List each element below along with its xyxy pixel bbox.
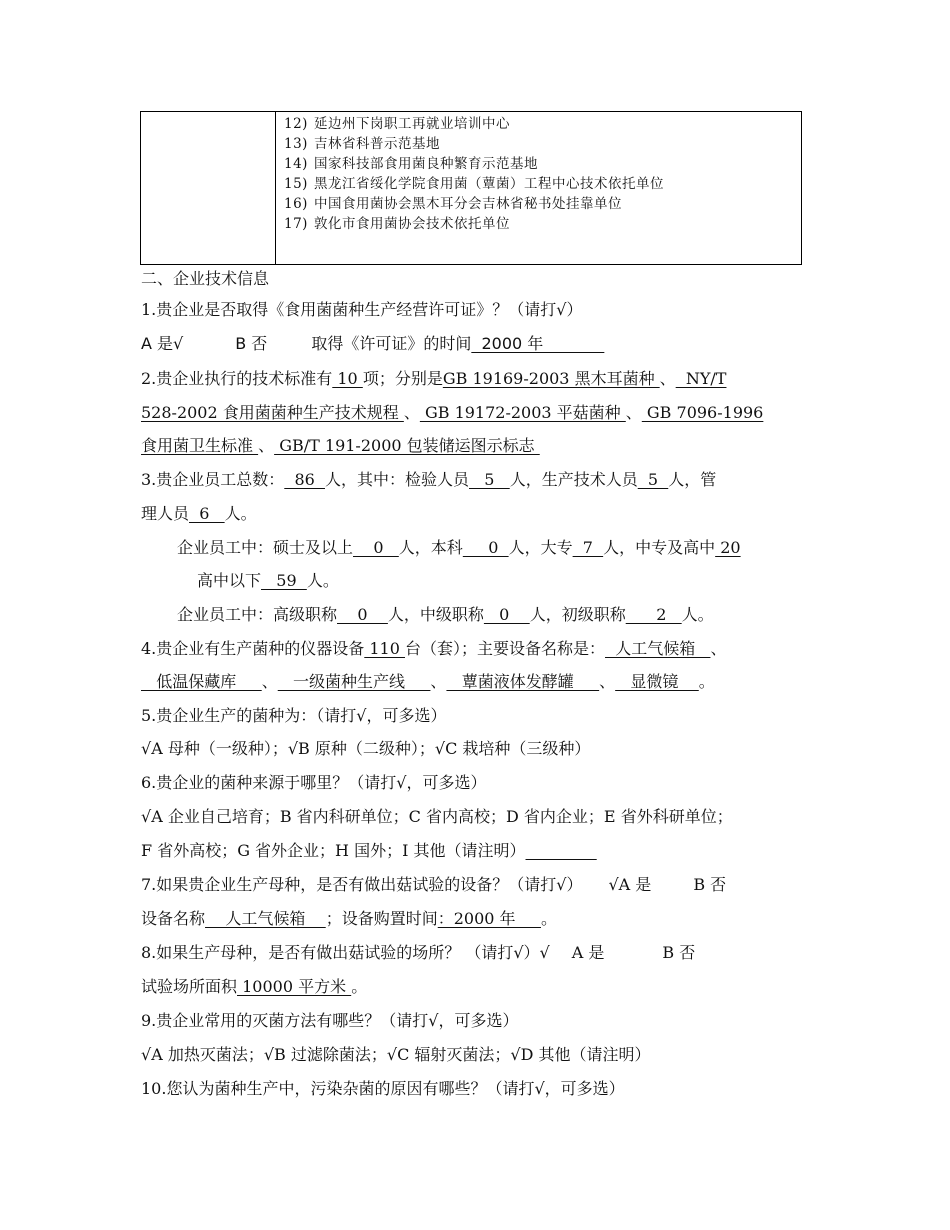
item-number: 13) xyxy=(284,136,308,152)
period: 。 xyxy=(540,909,557,928)
equipment-3: 一级菌种生产线 xyxy=(277,672,431,691)
edu-text: 人，大专 xyxy=(508,538,573,557)
separator: 、 xyxy=(403,403,420,422)
standard-count: 10 xyxy=(332,369,363,388)
q4-mid: 台（套）；主要设备名称是： xyxy=(405,639,606,658)
item-text: 国家科技部食用菌良种繁育示范基地 xyxy=(314,156,538,172)
question-9: 9.贵企业常用的灭菌方法有哪些？（请打√，可多选） xyxy=(141,1011,519,1030)
q4-prefix: 4.贵企业有生产菌种的仪器设备 xyxy=(141,639,365,658)
item-text: 敦化市食用菌协会技术依托单位 xyxy=(314,216,510,232)
separator: 、 xyxy=(258,436,275,455)
standard-4-part-1: GB 7096-1996 xyxy=(641,403,764,422)
q3-text: 理人员 xyxy=(141,504,190,523)
question-2-line-3 xyxy=(141,435,540,457)
item-number: 12) xyxy=(284,116,308,132)
edu-text: 人。 xyxy=(306,571,339,590)
q3-text: 人，其中：检验人员 xyxy=(324,470,469,489)
edu-text: 人，中专及高中 xyxy=(603,538,716,557)
option-a: A 是√ xyxy=(141,334,184,353)
question-3-line-2 xyxy=(141,503,257,525)
standard-2-part-2: 528-2002 食用菌菌种生产技术规程 xyxy=(141,403,404,422)
question-5: 5.贵企业生产的菌种为：（请打√，可多选） xyxy=(141,706,447,725)
master-count: 0 xyxy=(353,538,399,557)
inspector-count: 5 xyxy=(469,470,510,489)
table-column-divider xyxy=(275,112,276,264)
junior-title-count: 2 xyxy=(625,605,682,624)
device-time-label: ；设备购置时间 xyxy=(325,909,438,928)
edu-text: 企业员工中：硕士及以上 xyxy=(177,538,354,557)
item-number: 15) xyxy=(284,176,308,192)
q3-text: 人。 xyxy=(224,504,257,523)
period: 。 xyxy=(351,977,368,996)
edu-text: 高中以下 xyxy=(197,571,262,590)
question-5-options: √A 母种（一级种）；√B 原种（二级种）；√C 栽培种（三级种） xyxy=(141,739,591,758)
title-text: 人，中级职称 xyxy=(387,605,484,624)
license-time-label: 取得《许可证》的时间 xyxy=(311,334,472,353)
question-6-options-1: √A 企业自己培育；B 省内科研单位；C 省内高校；D 省内企业；E 省外科研单位； xyxy=(141,807,733,826)
tech-count: 5 xyxy=(637,470,669,489)
q8-text: 8.如果生产母种，是否有做出菇试验的场所？ （请打√）√ xyxy=(141,943,550,962)
standard-2-part-1: NY/T xyxy=(675,369,727,388)
question-8 xyxy=(141,942,695,964)
device-label: 设备名称 xyxy=(141,909,206,928)
question-3-line-1 xyxy=(141,469,716,491)
employee-total: 86 xyxy=(284,470,325,489)
title-text: 人，初级职称 xyxy=(529,605,626,624)
separator: 、 xyxy=(261,672,278,691)
senior-title-count: 0 xyxy=(337,605,388,624)
question-1-answers xyxy=(141,333,604,355)
area-value: 10000 平方米 xyxy=(237,977,352,996)
title-text: 企业员工中：高级职称 xyxy=(177,605,338,624)
college-count: 7 xyxy=(572,538,604,557)
table-item-list xyxy=(284,114,797,234)
standard-1: GB 19169-2003 黑木耳菌种 xyxy=(442,369,660,388)
below-highschool-count: 59 xyxy=(261,571,307,590)
separator: 、 xyxy=(710,639,727,658)
list-item xyxy=(284,154,797,174)
education-line xyxy=(177,537,741,559)
device-time: ：2000 年 xyxy=(437,909,541,928)
list-item xyxy=(284,214,797,234)
device-name: 人工气候箱 xyxy=(205,909,326,928)
equipment-4: 蕈菌液体发酵罐 xyxy=(446,672,600,691)
middle-title-count: 0 xyxy=(483,605,530,624)
q3-text: 人，管 xyxy=(668,470,717,489)
question-4-line-1 xyxy=(141,638,726,660)
edu-text: 人，本科 xyxy=(398,538,463,557)
question-6: 6.贵企业的菌种来源于哪里？（请打√，可多选） xyxy=(141,773,487,792)
option-a: √A 是 xyxy=(608,875,652,894)
question-7-device xyxy=(141,908,557,930)
title-text: 人。 xyxy=(681,605,714,624)
question-1: 1.贵企业是否取得《食用菌菌种生产经营许可证》？（请打√） xyxy=(141,300,583,319)
question-10: 10.您认为菌种生产中，污染杂菌的原因有哪些？（请打√，可多选） xyxy=(141,1079,625,1098)
period: 。 xyxy=(698,672,715,691)
list-item xyxy=(284,134,797,154)
bachelor-count: 0 xyxy=(462,538,509,557)
item-text: 吉林省科普示范基地 xyxy=(314,136,440,152)
list-item xyxy=(284,114,797,134)
separator: 、 xyxy=(599,672,616,691)
equipment-2: 低温保藏库 xyxy=(141,672,262,691)
q2-prefix: 2.贵企业执行的技术标准有 xyxy=(141,369,333,388)
secondary-count: 20 xyxy=(715,538,741,557)
question-4-line-2 xyxy=(141,671,715,693)
q7-text: 7.如果贵企业生产母种，是否有做出菇试验的设备？（请打√） xyxy=(141,875,583,894)
list-item xyxy=(284,174,797,194)
standard-3: GB 19172-2003 平菇菌种 xyxy=(419,403,626,422)
item-text: 延边州下岗职工再就业培训中心 xyxy=(314,116,510,132)
question-2-line-2 xyxy=(141,402,763,424)
question-9-options: √A 加热灭菌法；√B 过滤除菌法；√C 辐射灭菌法；√D 其他（请注明） xyxy=(141,1045,651,1064)
separator: 、 xyxy=(625,403,642,422)
q3-text: 人，生产技术人员 xyxy=(509,470,638,489)
option-a: A 是 xyxy=(571,943,605,962)
q6-options-text: F 省外高校；G 省外企业；H 国外；I 其他（请注明） xyxy=(141,841,526,860)
license-time-value: 2000 年 xyxy=(471,334,605,353)
standard-4-part-2: 食用菌卫生标准 xyxy=(141,436,259,455)
job-title-line xyxy=(177,604,714,626)
item-text: 中国食用菌协会黑木耳分会吉林省秘书处挂靠单位 xyxy=(314,196,622,212)
option-b: B 否 xyxy=(235,334,268,353)
q2-mid: 项；分别是 xyxy=(362,369,443,388)
item-number: 17) xyxy=(284,216,308,232)
equipment-count: 110 xyxy=(364,639,405,658)
question-8-area xyxy=(141,976,367,998)
item-number: 16) xyxy=(284,196,308,212)
item-number: 14) xyxy=(284,156,308,172)
separator: 、 xyxy=(659,369,676,388)
other-blank xyxy=(526,841,597,860)
q3-prefix: 3.贵企业员工总数： xyxy=(141,470,285,489)
info-table xyxy=(140,111,802,265)
section-title: 二、企业技术信息 xyxy=(141,269,270,288)
question-2-line-1 xyxy=(141,368,726,390)
item-text: 黑龙江省绥化学院食用菌（蕈菌）工程中心技术依托单位 xyxy=(314,176,664,192)
option-b: B 否 xyxy=(693,875,727,894)
equipment-5: 显微镜 xyxy=(615,672,699,691)
question-6-options-2 xyxy=(141,840,597,862)
separator: 、 xyxy=(430,672,447,691)
standard-5: GB/T 191-2000 包装储运图示标志 xyxy=(274,436,540,455)
education-line-2 xyxy=(197,570,339,592)
manager-count: 6 xyxy=(189,504,225,523)
option-b: B 否 xyxy=(662,943,696,962)
question-7 xyxy=(141,874,726,896)
equipment-1: 人工气候箱 xyxy=(605,639,711,658)
list-item xyxy=(284,194,797,214)
area-label: 试验场所面积 xyxy=(141,977,238,996)
